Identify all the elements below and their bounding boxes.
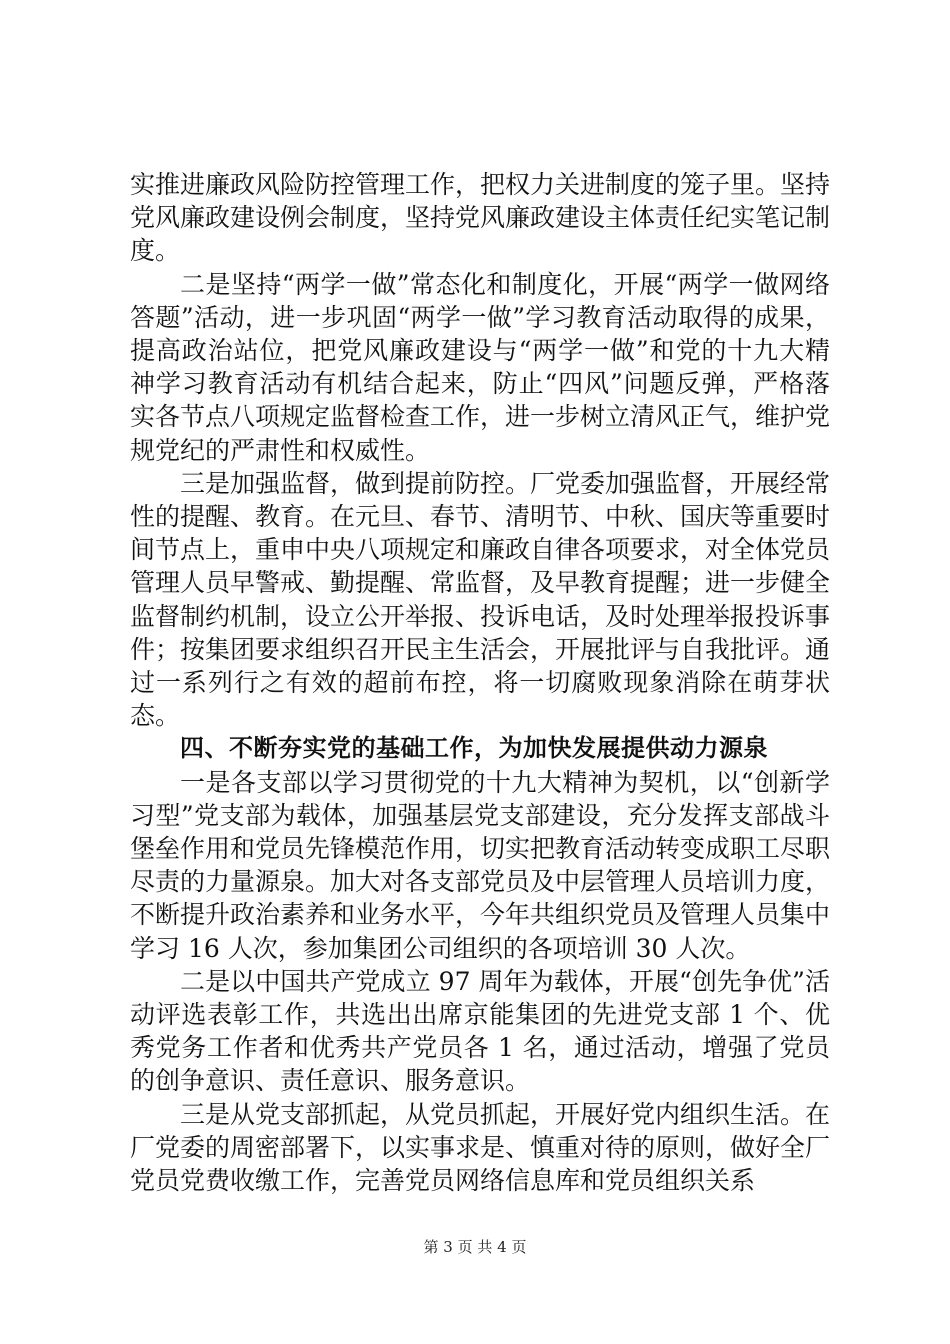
paragraph-two-study-one-do: 二是坚持“两学一做”常态化和制度化，开展“两学一做网络答题”活动，进一步巩固“两学一做”学习教育活动取得的成果，提高政治站位，把党风廉政建设与“两学一做”和党的十九大精神学习教育活动有机结合起来，防止“四风”问题反弹，严格落实各节点八项规定监督检查工作，进一步树立清风正气，维护党规党纪的严肃性和权威性。 [130, 269, 831, 465]
document-body [130, 168, 830, 1197]
paragraph-continued: 实推进廉政风险防控管理工作，把权力关进制度的笼子里。坚持党风廉政建设例会制度，坚持党风廉政建设主体责任纪实笔记制度。 [130, 170, 831, 266]
paragraph-supervision: 三是加强监督，做到提前防控。厂党委加强监督，开展经常性的提醒、教育。在元旦、春节、清明节、中秋、国庆等重要时间节点上，重申中央八项规定和廉政自律各项要求，对全体党员管理人员早警戒、勤提醒、常监督，及早教育提醒；进一步健全监督制约机制，设立公开举报、投诉电话，及时处理举报投诉事件；按集团要求组织召开民主生活会，开展批评与自我批评。通过一系列行之有效的超前布控，将一切腐败现象消除在萌芽状态。 [130, 468, 831, 731]
paragraph-organization-life: 三是从党支部抓起，从党员抓起，开展好党内组织生活。在厂党委的周密部署下，以实事求是、慎重对待的原则，做好全厂党员党费收缴工作，完善党员网络信息库和党员组织关系 [130, 1099, 831, 1196]
paragraph-anniversary: 二是以中国共产党成立 97 周年为载体，开展“创先争优”活动评选表彰工作，共选出出席京能集团的先进党支部 1 个、优秀党务工作者和优秀共产党员各 1 名，通过活动，增强了党员的创争意识、责任意识、服务意识。 [130, 966, 830, 1096]
section-heading-four: 四、不断夯实党的基础工作，为加快发展提供动力源泉 [180, 734, 768, 763]
page-footer: 第 3 页 共 4 页 [423, 1238, 527, 1256]
paragraph-branch-learning: 一是各支部以学习贯彻党的十九大精神为契机，以“创新学习型”党支部为载体，加强基层党支部建设，充分发挥支部战斗堡垒作用和党员先锋模范作用，切实把教育活动转变成职工尽职尽责的力量源泉。加大对各支部党员及中层管理人员培训力度，不断提升政治素养和业务水平，今年共组织党员及管理人员集中学习 16 人次，参加集团公司组织的各项培训 30 人次。 [130, 767, 831, 963]
